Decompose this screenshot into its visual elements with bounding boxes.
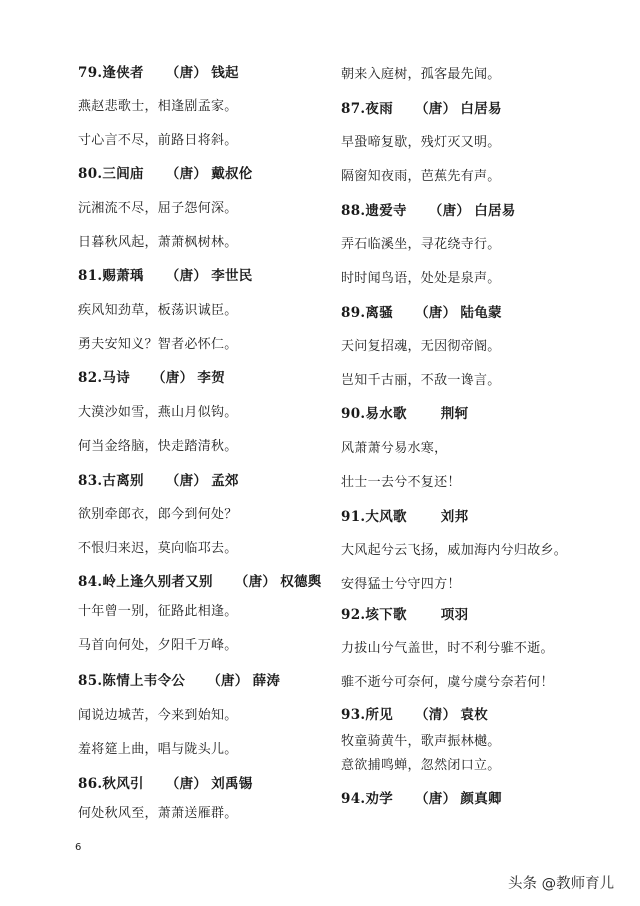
poem-verse-line: 不恨归来迟，莫向临邛去。 — [78, 541, 238, 556]
poem-dynasty: （唐） — [415, 791, 457, 807]
poem-number: 80. — [78, 166, 103, 182]
poem-verse-line: 弄石临溪坐，寻花绕寺行。 — [341, 237, 501, 252]
poem-name: 陈情上韦令公 — [102, 673, 186, 689]
poem-title-line — [341, 606, 468, 624]
poem-number: 82. — [78, 370, 103, 386]
poem-name: 秋风引 — [102, 776, 144, 792]
poem-author: 李贺 — [197, 370, 226, 386]
poem-title-line — [341, 706, 488, 724]
poem-name: 劝学 — [365, 791, 393, 807]
poem-title-line — [341, 508, 468, 526]
poem-verse-line: 何当金络脑，快走踏清秋。 — [78, 439, 238, 454]
poem-number: 89. — [341, 305, 366, 321]
poem-title-line — [341, 100, 502, 118]
poem-verse-line: 天问复招魂，无因彻帝阍。 — [341, 339, 501, 354]
poem-number: 87. — [341, 101, 366, 117]
poem-verse-line: 燕赵悲歌士，相逢剧孟家。 — [78, 99, 238, 114]
poem-verse-line: 朝来入庭树，孤客最先闻。 — [341, 67, 501, 82]
poem-verse-line: 日暮秋风起，萧萧枫树林。 — [78, 235, 238, 250]
poem-author: 刘邦 — [440, 509, 469, 525]
poem-verse-line: 勇夫安知义？智者必怀仁。 — [78, 337, 238, 352]
poem-name: 易水歌 — [365, 406, 407, 422]
poem-number: 91. — [341, 509, 366, 525]
poem-dynasty: （唐） — [207, 673, 249, 689]
poem-verse-line: 羞将筵上曲，唱与陇头儿。 — [78, 742, 238, 757]
poem-title-line — [78, 573, 322, 591]
poem-author: 白居易 — [460, 101, 502, 117]
poem-dynasty: （唐） — [234, 574, 277, 590]
poem-number: 84. — [78, 574, 103, 590]
poem-name: 离骚 — [365, 305, 393, 321]
poem-number: 83. — [78, 473, 103, 489]
poem-author: 权德舆 — [280, 574, 322, 590]
poem-title-line — [341, 304, 502, 322]
poem-number: 88. — [341, 203, 366, 219]
poem-author: 颜真卿 — [460, 791, 502, 807]
poem-verse-line: 意欲捕鸣蝉，忽然闭口立。 — [341, 758, 501, 773]
poem-verse-line: 力拔山兮气盖世，时不利兮骓不逝。 — [341, 641, 554, 656]
poem-dynasty: （唐） — [165, 65, 208, 81]
poem-name: 马诗 — [102, 370, 130, 386]
poem-title-line — [78, 64, 239, 82]
poem-dynasty: （唐） — [428, 203, 471, 219]
poem-title-line — [78, 369, 225, 387]
poem-verse-line: 早蛩啼复歇，残灯灭又明。 — [341, 135, 501, 150]
poem-author: 白居易 — [474, 203, 516, 219]
poem-name: 古离别 — [102, 473, 144, 489]
poem-title-line — [341, 405, 468, 423]
poem-number: 81. — [78, 268, 103, 284]
poem-dynasty: （唐） — [165, 473, 208, 489]
poem-dynasty: （唐） — [165, 166, 208, 182]
poem-number: 94. — [341, 791, 366, 807]
poem-verse-line: 牧童骑黄牛，歌声振林樾。 — [341, 734, 501, 749]
poem-verse-line: 何处秋风至，萧萧送雁群。 — [78, 806, 238, 821]
poem-author: 陆龟蒙 — [460, 305, 502, 321]
poem-dynasty: （唐） — [165, 268, 208, 284]
poem-verse-line: 壮士一去兮不复还！ — [341, 475, 461, 490]
poem-verse-line: 十年曾一别，征路此相逢。 — [78, 604, 238, 619]
poem-verse-line: 大漠沙如雪，燕山月似钩。 — [78, 405, 238, 420]
poem-author: 刘禹锡 — [211, 776, 253, 792]
poem-verse-line: 闻说边城苦，今来到始知。 — [78, 708, 238, 723]
poem-number: 93. — [341, 707, 366, 723]
poem-author: 戴叔伦 — [211, 166, 253, 182]
poem-verse-line: 安得猛士兮守四方！ — [341, 577, 461, 592]
poem-number: 86. — [78, 776, 103, 792]
poem-name: 逢侠者 — [102, 65, 144, 81]
poem-name: 垓下歌 — [365, 607, 407, 623]
poem-verse-line: 隔窗知夜雨，芭蕉先有声。 — [341, 169, 501, 184]
poem-title-line — [341, 790, 502, 808]
poem-dynasty: （清） — [415, 707, 457, 723]
poem-verse-line: 寸心言不尽，前路日将斜。 — [78, 133, 238, 148]
poem-verse-line: 大风起兮云飞扬，威加海内兮归故乡。 — [341, 543, 568, 558]
poem-name: 所见 — [365, 707, 393, 723]
poem-title-line — [78, 472, 239, 490]
poem-author: 袁枚 — [460, 707, 489, 723]
poem-name: 岭上逢久别者又别 — [102, 574, 213, 590]
poem-author: 孟郊 — [211, 473, 239, 489]
poem-title-line — [341, 202, 516, 220]
poem-author: 薛涛 — [252, 673, 281, 689]
poem-author: 钱起 — [211, 65, 239, 81]
poem-number: 90. — [341, 406, 366, 422]
poem-name: 三闾庙 — [102, 166, 144, 182]
poem-dynasty: （唐） — [165, 776, 208, 792]
poem-verse-line: 沅湘流不尽，屈子怨何深。 — [78, 201, 238, 216]
poem-verse-line: 岂知千古丽，不敌一谗言。 — [341, 373, 501, 388]
poem-title-line — [78, 165, 253, 183]
poem-name: 赐萧瑀 — [102, 268, 144, 284]
poem-dynasty: （唐） — [415, 101, 457, 117]
poem-dynasty: （唐） — [415, 305, 457, 321]
poem-number: 85. — [78, 673, 103, 689]
page-number: 6 — [75, 842, 82, 853]
poem-verse-line: 马首向何处，夕阳千万峰。 — [78, 638, 238, 653]
poem-title-line — [78, 267, 253, 285]
poem-dynasty: （唐） — [152, 370, 194, 386]
poem-author: 李世民 — [211, 268, 253, 284]
poem-number: 92. — [341, 607, 366, 623]
watermark: 头条 @教师育儿 — [508, 876, 615, 892]
poem-verse-line: 欲别牵郎衣，郎今到何处？ — [78, 507, 238, 522]
poem-author: 荆轲 — [440, 406, 469, 422]
poem-name: 遗爱寺 — [365, 203, 407, 219]
poem-verse-line: 时时闻鸟语，处处是泉声。 — [341, 271, 501, 286]
poem-verse-line: 疾风知劲草，板荡识诚臣。 — [78, 303, 238, 318]
poem-title-line — [78, 775, 253, 793]
poem-number: 79. — [78, 65, 103, 81]
poem-verse-line: 骓不逝兮可奈何，虞兮虞兮奈若何！ — [341, 675, 554, 690]
poem-verse-line: 风萧萧兮易水寒， — [341, 441, 448, 456]
poem-title-line — [78, 672, 280, 690]
poem-author: 项羽 — [440, 607, 469, 623]
poem-name: 大风歌 — [365, 509, 407, 525]
poem-name: 夜雨 — [365, 101, 393, 117]
